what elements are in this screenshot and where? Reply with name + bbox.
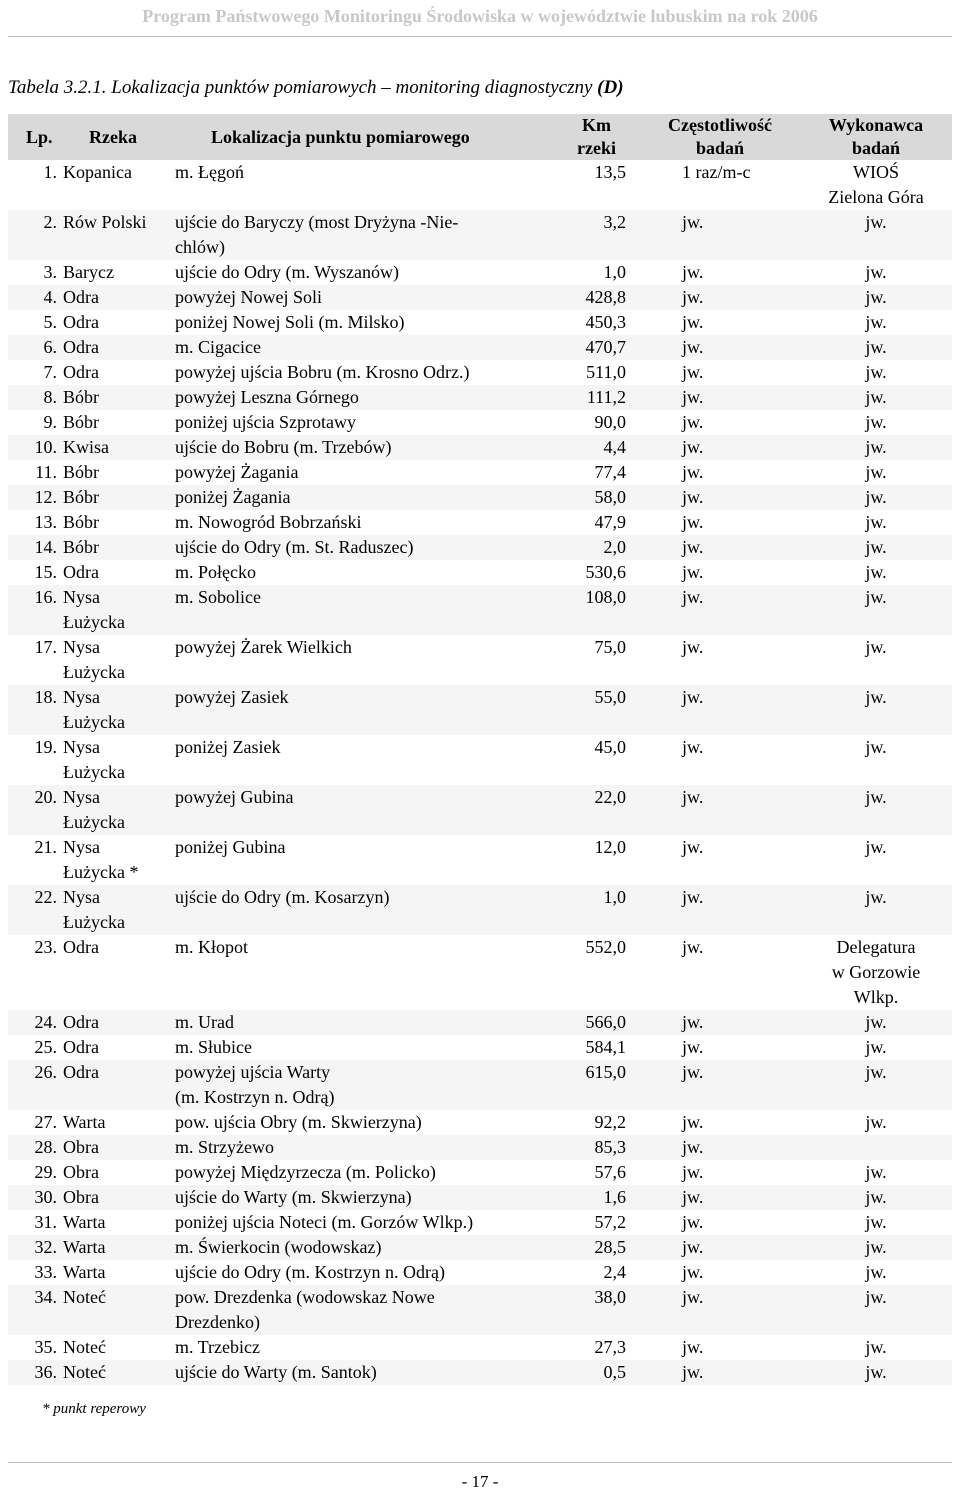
table-row	[8, 485, 952, 510]
table-row	[8, 260, 952, 285]
cell-lokalizacja: powyżej ujścia Bobru (m. Krosno Odrz.)	[175, 362, 470, 382]
cell-lp: 19.	[34, 737, 57, 757]
cell-wykonawca: jw.	[865, 1187, 887, 1207]
cell-czestotliwosc: jw.	[682, 437, 704, 457]
cell-lokalizacja: powyżej ujścia Warty (m. Kostrzyn n. Odrą)	[175, 1062, 335, 1107]
header-rzeka: Rzeka	[89, 126, 137, 147]
table-row	[8, 310, 952, 335]
cell-wykonawca: jw.	[865, 537, 887, 557]
cell-rzeka: Warta	[63, 1262, 106, 1282]
footnote: * punkt reperowy	[42, 1401, 146, 1417]
cell-km: 92,2	[594, 1112, 626, 1132]
cell-lokalizacja: powyżej Żagania	[175, 462, 299, 482]
cell-lp: 14.	[34, 537, 57, 557]
cell-rzeka: Odra	[63, 1012, 99, 1032]
cell-wykonawca: jw.	[865, 1212, 887, 1232]
cell-km: 530,6	[585, 562, 626, 582]
cell-rzeka: Odra	[63, 287, 99, 307]
cell-km: 1,0	[603, 262, 626, 282]
cell-lokalizacja: ujście do Odry (m. St. Raduszec)	[175, 537, 414, 557]
cell-rzeka: Warta	[63, 1237, 106, 1257]
table-row	[8, 560, 952, 585]
page-header-title: Program Państwowego Monitoringu Środowiska w województwie lubuskim na rok 2006	[142, 6, 818, 26]
cell-rzeka: Odra	[63, 1037, 99, 1057]
cell-wykonawca: jw.	[865, 1012, 887, 1032]
cell-czestotliwosc: jw.	[682, 1287, 704, 1307]
cell-lp: 8.	[43, 387, 57, 407]
cell-rzeka: Nysa Łużycka *	[63, 837, 139, 882]
table-row	[8, 410, 952, 435]
cell-czestotliwosc: jw.	[682, 1012, 704, 1032]
header-km	[553, 114, 640, 160]
cell-czestotliwosc: jw.	[682, 1337, 704, 1357]
cell-lp: 21.	[34, 837, 57, 857]
cell-lp: 4.	[43, 287, 57, 307]
cell-lp: 36.	[34, 1362, 57, 1382]
cell-wykonawca: jw.	[865, 562, 887, 582]
cell-wykonawca: jw.	[865, 1037, 887, 1057]
cell-lp: 17.	[34, 637, 57, 657]
cell-km: 450,3	[585, 312, 626, 332]
cell-wykonawca: jw.	[865, 787, 887, 807]
cell-lp: 23.	[34, 937, 57, 957]
cell-rzeka: Odra	[63, 312, 99, 332]
cell-lokalizacja: m. Połęcko	[175, 562, 256, 582]
cell-lokalizacja: m. Urad	[175, 1012, 234, 1032]
cell-lokalizacja: m. Sobolice	[175, 587, 261, 607]
cell-wykonawca: jw.	[865, 1287, 887, 1307]
cell-wykonawca: jw.	[865, 637, 887, 657]
cell-km: 85,3	[594, 1137, 626, 1157]
header-km-line1: Km	[582, 115, 611, 135]
cell-wykonawca: jw.	[865, 387, 887, 407]
cell-rzeka: Noteć	[63, 1287, 106, 1307]
table-body	[8, 160, 952, 1385]
cell-lp: 20.	[34, 787, 57, 807]
cell-czestotliwosc: jw.	[682, 462, 704, 482]
cell-lp: 7.	[43, 362, 57, 382]
cell-rzeka: Obra	[63, 1187, 99, 1207]
cell-czestotliwosc: jw.	[682, 687, 704, 707]
table-row	[8, 1335, 952, 1360]
table-row	[8, 160, 952, 210]
table-row	[8, 1135, 952, 1160]
cell-km: 28,5	[594, 1237, 626, 1257]
cell-rzeka: Rów Polski	[63, 212, 147, 232]
cell-rzeka: Noteć	[63, 1337, 106, 1357]
table-header-row	[8, 114, 952, 160]
cell-lp: 9.	[43, 412, 57, 432]
cell-lp: 22.	[34, 887, 57, 907]
cell-lp: 5.	[43, 312, 57, 332]
cell-lp: 1.	[43, 162, 57, 182]
cell-czestotliwosc: jw.	[682, 1137, 704, 1157]
cell-rzeka: Kopanica	[63, 162, 132, 182]
cell-lp: 30.	[34, 1187, 57, 1207]
cell-rzeka: Bóbr	[63, 462, 99, 482]
cell-czestotliwosc: jw.	[682, 1037, 704, 1057]
cell-km: 615,0	[585, 1062, 626, 1082]
cell-km: 55,0	[594, 687, 626, 707]
table-row	[8, 435, 952, 460]
cell-czestotliwosc: jw.	[682, 262, 704, 282]
table-row	[8, 510, 952, 535]
cell-lokalizacja: powyżej Gubina	[175, 787, 294, 807]
cell-czestotliwosc: jw.	[682, 887, 704, 907]
cell-lokalizacja: m. Słubice	[175, 1037, 252, 1057]
cell-lokalizacja: pow. Drezdenka (wodowskaz Nowe Drezdenko)	[175, 1287, 435, 1332]
cell-lokalizacja: ujście do Warty (m. Skwierzyna)	[175, 1187, 412, 1207]
cell-km: 3,2	[603, 212, 626, 232]
cell-lp: 25.	[34, 1037, 57, 1057]
header-wykonawca-line2: badań	[851, 138, 901, 158]
cell-czestotliwosc: jw.	[682, 212, 704, 232]
cell-rzeka: Odra	[63, 362, 99, 382]
cell-km: 90,0	[594, 412, 626, 432]
cell-lp: 18.	[34, 687, 57, 707]
cell-lokalizacja: poniżej Nowej Soli (m. Milsko)	[175, 312, 405, 332]
cell-wykonawca: jw.	[865, 1237, 887, 1257]
cell-rzeka: Bóbr	[63, 512, 99, 532]
cell-czestotliwosc: 1 raz/m-c	[682, 162, 751, 182]
cell-czestotliwosc: jw.	[682, 937, 704, 957]
cell-km: 584,1	[585, 1037, 626, 1057]
cell-czestotliwosc: jw.	[682, 637, 704, 657]
table-row	[8, 210, 952, 260]
cell-lp: 24.	[34, 1012, 57, 1032]
table-row	[8, 1360, 952, 1385]
cell-wykonawca: jw.	[865, 487, 887, 507]
cell-km: 108,0	[585, 587, 626, 607]
table-row	[8, 885, 952, 935]
cell-czestotliwosc: jw.	[682, 1162, 704, 1182]
cell-rzeka: Odra	[63, 337, 99, 357]
cell-wykonawca: jw.	[865, 1337, 887, 1357]
cell-czestotliwosc: jw.	[682, 412, 704, 432]
cell-czestotliwosc: jw.	[682, 737, 704, 757]
cell-lokalizacja: m. Łęgoń	[175, 162, 244, 182]
cell-km: 58,0	[594, 487, 626, 507]
cell-lp: 16.	[34, 587, 57, 607]
table-row	[8, 1285, 952, 1335]
cell-wykonawca: jw.	[865, 287, 887, 307]
cell-rzeka: Noteć	[63, 1362, 106, 1382]
cell-wykonawca: jw.	[865, 437, 887, 457]
cell-wykonawca: jw.	[865, 262, 887, 282]
cell-rzeka: Warta	[63, 1112, 106, 1132]
cell-km: 45,0	[594, 737, 626, 757]
cell-lokalizacja: powyżej Leszna Górnego	[175, 387, 359, 407]
cell-rzeka: Nysa Łużycka	[63, 787, 125, 832]
cell-wykonawca: jw.	[865, 837, 887, 857]
cell-lokalizacja: pow. ujścia Obry (m. Skwierzyna)	[175, 1112, 422, 1132]
table-caption-paren: (D)	[597, 77, 624, 98]
page-number: - 17 -	[461, 1472, 499, 1491]
cell-wykonawca: jw.	[865, 1262, 887, 1282]
cell-lokalizacja: powyżej Żarek Wielkich	[175, 637, 352, 657]
cell-lokalizacja: poniżej ujścia Noteci (m. Gorzów Wlkp.)	[175, 1212, 474, 1232]
cell-km: 1,6	[603, 1187, 626, 1207]
cell-lokalizacja: powyżej Zasiek	[175, 687, 289, 707]
cell-lp: 3.	[43, 262, 57, 282]
table-caption	[8, 77, 624, 99]
cell-lp: 13.	[34, 512, 57, 532]
cell-rzeka: Obra	[63, 1137, 99, 1157]
cell-lp: 10.	[34, 437, 57, 457]
cell-czestotliwosc: jw.	[682, 1362, 704, 1382]
cell-lokalizacja: poniżej Gubina	[175, 837, 286, 857]
header-wykonawca	[800, 114, 952, 160]
footer-divider	[8, 1462, 952, 1463]
cell-lp: 26.	[34, 1062, 57, 1082]
table-row	[8, 785, 952, 835]
cell-czestotliwosc: jw.	[682, 287, 704, 307]
cell-km: 111,2	[586, 387, 626, 407]
cell-lokalizacja: ujście do Bobru (m. Trzebów)	[175, 437, 392, 457]
cell-km: 57,2	[594, 1212, 626, 1232]
cell-lp: 27.	[34, 1112, 57, 1132]
cell-wykonawca: jw.	[865, 512, 887, 532]
cell-czestotliwosc: jw.	[682, 587, 704, 607]
header-czestotliwosc	[640, 114, 800, 160]
cell-lokalizacja: poniżej ujścia Szprotawy	[175, 412, 356, 432]
cell-wykonawca: jw.	[865, 312, 887, 332]
header-czestotliwosc-line1: Częstotliwość	[668, 115, 772, 135]
cell-rzeka: Kwisa	[63, 437, 109, 457]
cell-wykonawca: jw.	[865, 212, 887, 232]
cell-rzeka: Odra	[63, 937, 99, 957]
cell-wykonawca: jw.	[865, 462, 887, 482]
table-row	[8, 1060, 952, 1110]
cell-lp: 31.	[34, 1212, 57, 1232]
header-lokalizacja: Lokalizacja punktu pomiarowego	[211, 126, 470, 147]
cell-lp: 15.	[34, 562, 57, 582]
cell-km: 22,0	[594, 787, 626, 807]
cell-czestotliwosc: jw.	[682, 362, 704, 382]
cell-km: 12,0	[594, 837, 626, 857]
cell-lokalizacja: m. Kłopot	[175, 937, 249, 957]
cell-rzeka: Barycz	[63, 262, 114, 282]
cell-lp: 34.	[34, 1287, 57, 1307]
header-lp: Lp.	[26, 126, 53, 147]
cell-lokalizacja: m. Nowogród Bobrzański	[175, 512, 362, 532]
cell-km: 470,7	[585, 337, 626, 357]
cell-lokalizacja: poniżej Żagania	[175, 487, 291, 507]
cell-rzeka: Obra	[63, 1162, 99, 1182]
table-row	[8, 1035, 952, 1060]
cell-czestotliwosc: jw.	[682, 512, 704, 532]
cell-km: 511,0	[586, 362, 626, 382]
cell-wykonawca: jw.	[865, 1062, 887, 1082]
table-row	[8, 285, 952, 310]
cell-wykonawca: jw.	[865, 687, 887, 707]
table-row	[8, 1110, 952, 1135]
cell-lp: 11.	[35, 462, 57, 482]
cell-km: 428,8	[585, 287, 626, 307]
header-wykonawca-line1: Wykonawca	[828, 115, 924, 135]
cell-wykonawca: jw.	[865, 737, 887, 757]
cell-czestotliwosc: jw.	[682, 787, 704, 807]
cell-rzeka: Nysa Łużycka	[63, 587, 125, 632]
cell-czestotliwosc: jw.	[682, 312, 704, 332]
table-row	[8, 585, 952, 635]
cell-wykonawca: jw.	[865, 412, 887, 432]
header-km-line2: rzeki	[577, 138, 616, 158]
cell-czestotliwosc: jw.	[682, 387, 704, 407]
cell-lp: 28.	[34, 1137, 57, 1157]
table-row	[8, 835, 952, 885]
cell-lokalizacja: m. Trzebicz	[175, 1337, 260, 1357]
cell-lp: 35.	[34, 1337, 57, 1357]
cell-km: 13,5	[594, 162, 626, 182]
table-row	[8, 735, 952, 785]
cell-km: 77,4	[594, 462, 626, 482]
cell-wykonawca	[800, 1135, 952, 1160]
cell-czestotliwosc: jw.	[682, 537, 704, 557]
cell-rzeka: Nysa Łużycka	[63, 687, 125, 732]
table-caption-text: Tabela 3.2.1. Lokalizacja punktów pomiarowych – monitoring diagnostyczny	[8, 77, 598, 98]
cell-czestotliwosc: jw.	[682, 337, 704, 357]
table-row	[8, 1235, 952, 1260]
cell-czestotliwosc: jw.	[682, 837, 704, 857]
cell-lokalizacja: ujście do Odry (m. Wyszanów)	[175, 262, 400, 282]
cell-lp: 32.	[34, 1237, 57, 1257]
cell-lp: 29.	[34, 1162, 57, 1182]
cell-rzeka: Nysa Łużycka	[63, 737, 125, 782]
header-czestotliwosc-line2: badań	[695, 138, 745, 158]
table-row	[8, 635, 952, 685]
cell-rzeka: Warta	[63, 1212, 106, 1232]
cell-czestotliwosc: jw.	[682, 1187, 704, 1207]
table-row	[8, 1210, 952, 1235]
cell-km: 2,0	[603, 537, 626, 557]
cell-km: 38,0	[594, 1287, 626, 1307]
table-row	[8, 1260, 952, 1285]
cell-wykonawca: jw.	[865, 337, 887, 357]
cell-km: 552,0	[585, 937, 626, 957]
cell-lokalizacja: m. Świerkocin (wodowskaz)	[175, 1237, 382, 1257]
table-row	[8, 685, 952, 735]
cell-czestotliwosc: jw.	[682, 1237, 704, 1257]
cell-lokalizacja: ujście do Odry (m. Kosarzyn)	[175, 887, 390, 907]
cell-km: 4,4	[603, 437, 626, 457]
monitoring-points-table	[8, 114, 952, 1385]
table-row	[8, 1160, 952, 1185]
table-row	[8, 460, 952, 485]
cell-czestotliwosc: jw.	[682, 1062, 704, 1082]
cell-rzeka: Bóbr	[63, 387, 99, 407]
cell-czestotliwosc: jw.	[682, 562, 704, 582]
cell-wykonawca: jw.	[865, 887, 887, 907]
cell-wykonawca: jw.	[865, 587, 887, 607]
cell-lp: 33.	[34, 1262, 57, 1282]
table-row	[8, 335, 952, 360]
table-row	[8, 535, 952, 560]
cell-rzeka: Nysa Łużycka	[63, 637, 125, 682]
header-divider	[8, 36, 952, 37]
cell-lp: 6.	[43, 337, 57, 357]
cell-wykonawca: jw.	[865, 1112, 887, 1132]
cell-rzeka: Odra	[63, 562, 99, 582]
cell-lp: 12.	[34, 487, 57, 507]
cell-km: 2,4	[603, 1262, 626, 1282]
cell-lokalizacja: m. Strzyżewo	[175, 1137, 274, 1157]
cell-czestotliwosc: jw.	[682, 487, 704, 507]
cell-wykonawca: jw.	[865, 362, 887, 382]
cell-km: 47,9	[594, 512, 626, 532]
cell-lokalizacja: ujście do Odry (m. Kostrzyn n. Odrą)	[175, 1262, 445, 1282]
cell-rzeka: Bóbr	[63, 487, 99, 507]
cell-lokalizacja: powyżej Międzyrzecza (m. Policko)	[175, 1162, 436, 1182]
cell-czestotliwosc: jw.	[682, 1112, 704, 1132]
cell-lokalizacja: powyżej Nowej Soli	[175, 287, 322, 307]
cell-km: 27,3	[594, 1337, 626, 1357]
table-row	[8, 935, 952, 1010]
table-row	[8, 360, 952, 385]
cell-rzeka: Bóbr	[63, 412, 99, 432]
cell-czestotliwosc: jw.	[682, 1262, 704, 1282]
cell-rzeka: Nysa Łużycka	[63, 887, 125, 932]
cell-km: 57,6	[594, 1162, 626, 1182]
cell-rzeka: Odra	[63, 1062, 99, 1082]
cell-lokalizacja: ujście do Baryczy (most Dryżyna -Nie- chlów)	[175, 212, 459, 257]
cell-km: 0,5	[603, 1362, 626, 1382]
cell-wykonawca: jw.	[865, 1162, 887, 1182]
cell-wykonawca: WIOŚ Zielona Góra	[828, 162, 924, 207]
table-row	[8, 1185, 952, 1210]
cell-wykonawca: jw.	[865, 1362, 887, 1382]
cell-lokalizacja: poniżej Zasiek	[175, 737, 281, 757]
cell-lp: 2.	[43, 212, 57, 232]
cell-km: 75,0	[594, 637, 626, 657]
cell-lokalizacja: ujście do Warty (m. Santok)	[175, 1362, 377, 1382]
cell-wykonawca: Delegatura w Gorzowie Wlkp.	[831, 937, 921, 1007]
cell-km: 566,0	[585, 1012, 626, 1032]
cell-czestotliwosc: jw.	[682, 1212, 704, 1232]
cell-km: 1,0	[603, 887, 626, 907]
table-row	[8, 1010, 952, 1035]
cell-lokalizacja: m. Cigacice	[175, 337, 261, 357]
cell-rzeka: Bóbr	[63, 537, 99, 557]
table-row	[8, 385, 952, 410]
